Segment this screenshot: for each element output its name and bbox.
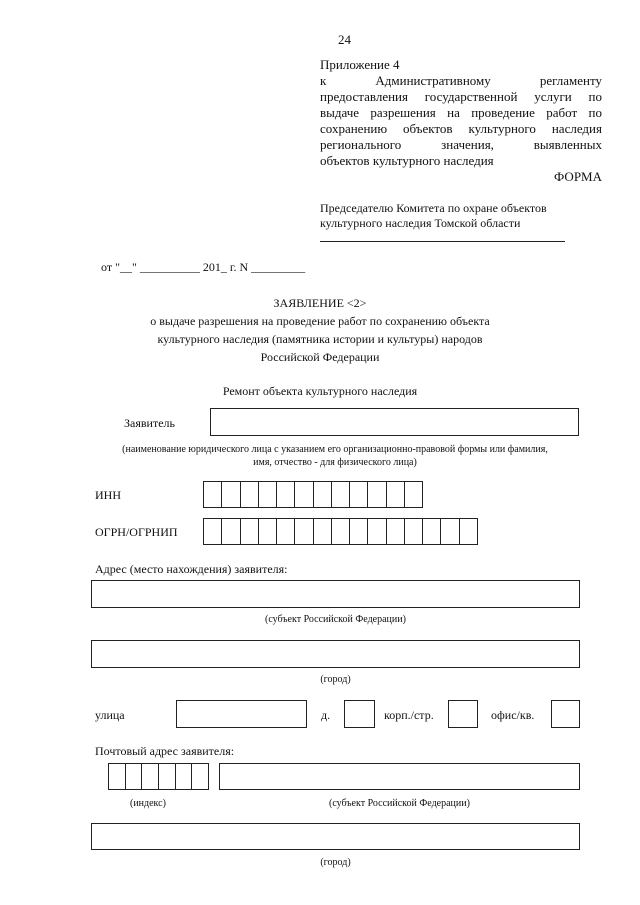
postal-index-digit-cell[interactable] (159, 764, 176, 789)
ogrn-digit-cell[interactable] (295, 519, 313, 544)
postal-index-digit-cell[interactable] (109, 764, 126, 789)
applicant-hint-line: (наименование юридического лица с указанием его организационно-правовой формы или фамилия, (122, 444, 548, 455)
postal-index-hint: (индекс) (130, 798, 166, 809)
street-input[interactable] (176, 700, 307, 728)
ogrn-digit-cell[interactable] (368, 519, 386, 544)
appendix-line: предоставления государственной услуги по (320, 89, 602, 104)
address-region-input[interactable] (91, 580, 580, 608)
applicant-label: Заявитель (124, 416, 175, 430)
ogrn-digit-cell[interactable] (259, 519, 277, 544)
ogrn-digit-cell[interactable] (332, 519, 350, 544)
inn-digit-cell[interactable] (222, 482, 240, 507)
addressee-block (320, 201, 580, 231)
form-label: ФОРМА (554, 169, 602, 184)
appendix-line: выдаче разрешения на проведение работ по (320, 105, 602, 120)
ogrn-digit-cell[interactable] (405, 519, 423, 544)
postal-index-input[interactable] (108, 763, 209, 790)
postal-region-input[interactable] (219, 763, 580, 790)
address-city-hint: (город) (320, 674, 351, 685)
building-label: корп./стр. (384, 708, 434, 722)
inn-digit-cell[interactable] (295, 482, 313, 507)
inn-digit-cell[interactable] (314, 482, 332, 507)
ogrn-digit-cell[interactable] (441, 519, 459, 544)
statement-subtitle: культурного наследия (памятника истории и культуры) народов (157, 332, 483, 346)
office-label: офис/кв. (491, 708, 535, 722)
appendix-line: регионального значения, выявленных (320, 137, 602, 152)
ogrn-digit-cell[interactable] (314, 519, 332, 544)
inn-digit-cell[interactable] (387, 482, 405, 507)
appendix-line: сохранению объектов культурного наследия (320, 121, 602, 136)
house-input[interactable] (344, 700, 375, 728)
work-type: Ремонт объекта культурного наследия (222, 384, 418, 398)
office-input[interactable] (551, 700, 580, 728)
address-city-input[interactable] (91, 640, 580, 668)
address-region-hint: (субъект Российской Федерации) (265, 614, 406, 625)
inn-digit-cell[interactable] (277, 482, 295, 507)
street-label: улица (95, 708, 125, 722)
postal-title: Почтовый адрес заявителя: (95, 744, 235, 758)
ogrn-digit-cell[interactable] (241, 519, 259, 544)
building-input[interactable] (448, 700, 478, 728)
inn-input[interactable] (203, 481, 423, 508)
house-label: д. (321, 708, 331, 722)
ogrn-digit-cell[interactable] (277, 519, 295, 544)
ogrn-input[interactable] (203, 518, 478, 545)
inn-digit-cell[interactable] (350, 482, 368, 507)
statement-subtitle: Российской Федерации (260, 350, 380, 364)
applicant-hint (90, 443, 580, 469)
postal-index-digit-cell[interactable] (176, 764, 193, 789)
ogrn-digit-cell[interactable] (222, 519, 240, 544)
ogrn-label: ОГРН/ОГРНИП (95, 525, 178, 539)
date-number-line[interactable]: от "__" __________ 201_ г. N _________ (101, 260, 306, 274)
ogrn-digit-cell[interactable] (423, 519, 441, 544)
applicant-input[interactable] (210, 408, 579, 436)
postal-city-input[interactable] (91, 823, 580, 850)
ogrn-digit-cell[interactable] (204, 519, 222, 544)
postal-region-hint: (субъект Российской Федерации) (329, 798, 470, 809)
addressee-line: культурного наследия Томской области (320, 216, 521, 230)
inn-digit-cell[interactable] (259, 482, 277, 507)
postal-index-digit-cell[interactable] (126, 764, 143, 789)
address-title: Адрес (место нахождения) заявителя: (95, 562, 288, 576)
page-number: 24 (338, 32, 351, 47)
postal-city-hint: (город) (320, 857, 351, 868)
statement-subtitle: о выдаче разрешения на проведение работ по сохранению объекта (150, 314, 490, 328)
inn-digit-cell[interactable] (241, 482, 259, 507)
statement-title: ЗАЯВЛЕНИЕ <2> (273, 296, 367, 310)
inn-digit-cell[interactable] (368, 482, 386, 507)
addressee-underline (320, 241, 565, 242)
inn-digit-cell[interactable] (332, 482, 350, 507)
ogrn-digit-cell[interactable] (460, 519, 477, 544)
ogrn-digit-cell[interactable] (387, 519, 405, 544)
addressee-line: Председателю Комитета по охране объектов (320, 201, 547, 215)
postal-index-digit-cell[interactable] (142, 764, 159, 789)
appendix-block (320, 57, 602, 185)
inn-label: ИНН (95, 488, 121, 502)
ogrn-digit-cell[interactable] (350, 519, 368, 544)
appendix-line: к Административному регламенту (320, 73, 602, 88)
appendix-title: Приложение 4 (320, 57, 400, 72)
statement-heading (0, 296, 640, 365)
appendix-line: объектов культурного наследия (320, 153, 494, 168)
applicant-hint-line: имя, отчество - для физического лица) (253, 457, 417, 468)
inn-digit-cell[interactable] (405, 482, 422, 507)
inn-digit-cell[interactable] (204, 482, 222, 507)
postal-index-digit-cell[interactable] (192, 764, 208, 789)
